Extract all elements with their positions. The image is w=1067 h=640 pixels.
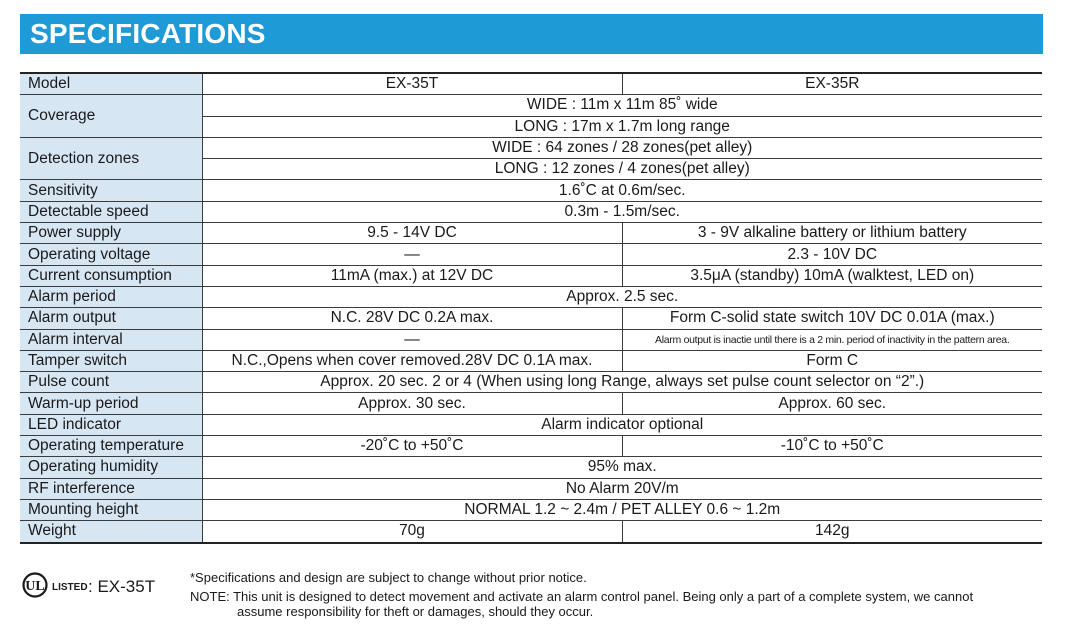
row-label: Coverage (20, 95, 202, 138)
ul-listed-model: : EX-35T (88, 577, 156, 596)
cell-ex35r: 3.5μA (standby) 10mA (walktest, LED on) (622, 265, 1042, 286)
table-row-alarm-period (20, 286, 1042, 307)
row-label: Mounting height (20, 499, 202, 520)
cell-ex35r: -10˚C to +50˚C (622, 436, 1042, 457)
cell-ex35t: N.C. 28V DC 0.2A max. (202, 308, 622, 329)
page-title: SPECIFICATIONS (30, 18, 266, 49)
cell-ex35t: -20˚C to +50˚C (202, 436, 622, 457)
table-row-tamper-switch (20, 350, 1042, 371)
row-label: Operating voltage (20, 244, 202, 265)
row-label: Current consumption (20, 265, 202, 286)
row-label: Pulse count (20, 372, 202, 393)
table-row-coverage (20, 95, 1042, 116)
table-row-detectable-speed (20, 201, 1042, 222)
row-label: Alarm interval (20, 329, 202, 350)
cell-ex35t: 70g (202, 521, 622, 543)
cell-coverage-long: LONG : 17m x 1.7m long range (202, 116, 1042, 137)
cell-value: Approx. 20 sec. 2 or 4 (When using long Range, always set pulse count selector on “2”.) (202, 372, 1042, 393)
row-label: Detectable speed (20, 201, 202, 222)
cell-ex35r: 142g (622, 521, 1042, 543)
cell-value: 95% max. (202, 457, 1042, 478)
row-label: Model (20, 73, 202, 95)
row-label: Detection zones (20, 137, 202, 180)
row-label: LED indicator (20, 414, 202, 435)
row-label: Weight (20, 521, 202, 543)
row-label: Operating humidity (20, 457, 202, 478)
specifications-banner (20, 14, 1043, 54)
ul-listed-text: LISTED (52, 582, 88, 593)
cell-zones-wide: WIDE : 64 zones / 28 zones(pet alley) (202, 137, 1042, 158)
note-line-1: NOTE: This unit is designed to detect movement and activate an alarm control panel. Being only a part of a complete system, we cannot (190, 589, 974, 604)
note-line-2: assume responsibility for theft or damages, should they occur. (237, 604, 594, 619)
row-label: Warm-up period (20, 393, 202, 414)
liability-note (190, 589, 1050, 619)
cell-ex35t: Approx. 30 sec. (202, 393, 622, 414)
cell-value: 0.3m - 1.5m/sec. (202, 201, 1042, 222)
table-row-detection-zones (20, 137, 1042, 158)
cell-ex35t: N.C.,Opens when cover removed.28V DC 0.1A max. (202, 350, 622, 371)
row-label: Alarm output (20, 308, 202, 329)
specifications-table (20, 72, 1042, 544)
cell-ex35r: Form C-solid state switch 10V DC 0.01A (max.) (622, 308, 1042, 329)
ul-logo-icon (22, 572, 52, 598)
row-label: Alarm period (20, 286, 202, 307)
row-label: Operating temperature (20, 436, 202, 457)
table-row-led-indicator (20, 414, 1042, 435)
cell-ex35r: Approx. 60 sec. (622, 393, 1042, 414)
table-row-warm-up-period (20, 393, 1042, 414)
table-row-pulse-count (20, 372, 1042, 393)
table-row-operating-humidity (20, 457, 1042, 478)
table-row-alarm-output (20, 308, 1042, 329)
cell-value: No Alarm 20V/m (202, 478, 1042, 499)
cell-ex35r: 2.3 - 10V DC (622, 244, 1042, 265)
disclaimer-footnote: *Specifications and design are subject to change without prior notice. (190, 570, 587, 585)
column-header-ex35t: EX-35T (202, 73, 622, 95)
table-row-alarm-interval (20, 329, 1042, 350)
cell-value: NORMAL 1.2 ~ 2.4m / PET ALLEY 0.6 ~ 1.2m (202, 499, 1042, 520)
cell-ex35t: — (202, 329, 622, 350)
cell-value: Approx. 2.5 sec. (202, 286, 1042, 307)
table-row-operating-voltage (20, 244, 1042, 265)
row-label: Power supply (20, 223, 202, 244)
table-row-mounting-height (20, 499, 1042, 520)
ul-mark-text: UL (25, 579, 45, 594)
table-row-current-consumption (20, 265, 1042, 286)
row-label: RF interference (20, 478, 202, 499)
cell-ex35r: Alarm output is inactie until there is a 2 min. period of inactivity in the pattern area. (622, 329, 1042, 350)
cell-zones-long: LONG : 12 zones / 4 zones(pet alley) (202, 159, 1042, 180)
cell-value: 1.6˚C at 0.6m/sec. (202, 180, 1042, 201)
cell-ex35t: — (202, 244, 622, 265)
cell-coverage-wide: WIDE : 11m x 11m 85˚ wide (202, 95, 1042, 116)
table-row-model (20, 73, 1042, 95)
cell-value: Alarm indicator optional (202, 414, 1042, 435)
table-row-rf-interference (20, 478, 1042, 499)
cell-ex35t: 9.5 - 14V DC (202, 223, 622, 244)
cell-ex35t: 11mA (max.) at 12V DC (202, 265, 622, 286)
column-header-ex35r: EX-35R (622, 73, 1042, 95)
row-label: Tamper switch (20, 350, 202, 371)
cell-ex35r: 3 - 9V alkaline battery or lithium battery (622, 223, 1042, 244)
table-row-weight (20, 521, 1042, 543)
table-row-operating-temperature (20, 436, 1042, 457)
table-row-power-supply (20, 223, 1042, 244)
table-row-sensitivity (20, 180, 1042, 201)
row-label: Sensitivity (20, 180, 202, 201)
cell-ex35r: Form C (622, 350, 1042, 371)
